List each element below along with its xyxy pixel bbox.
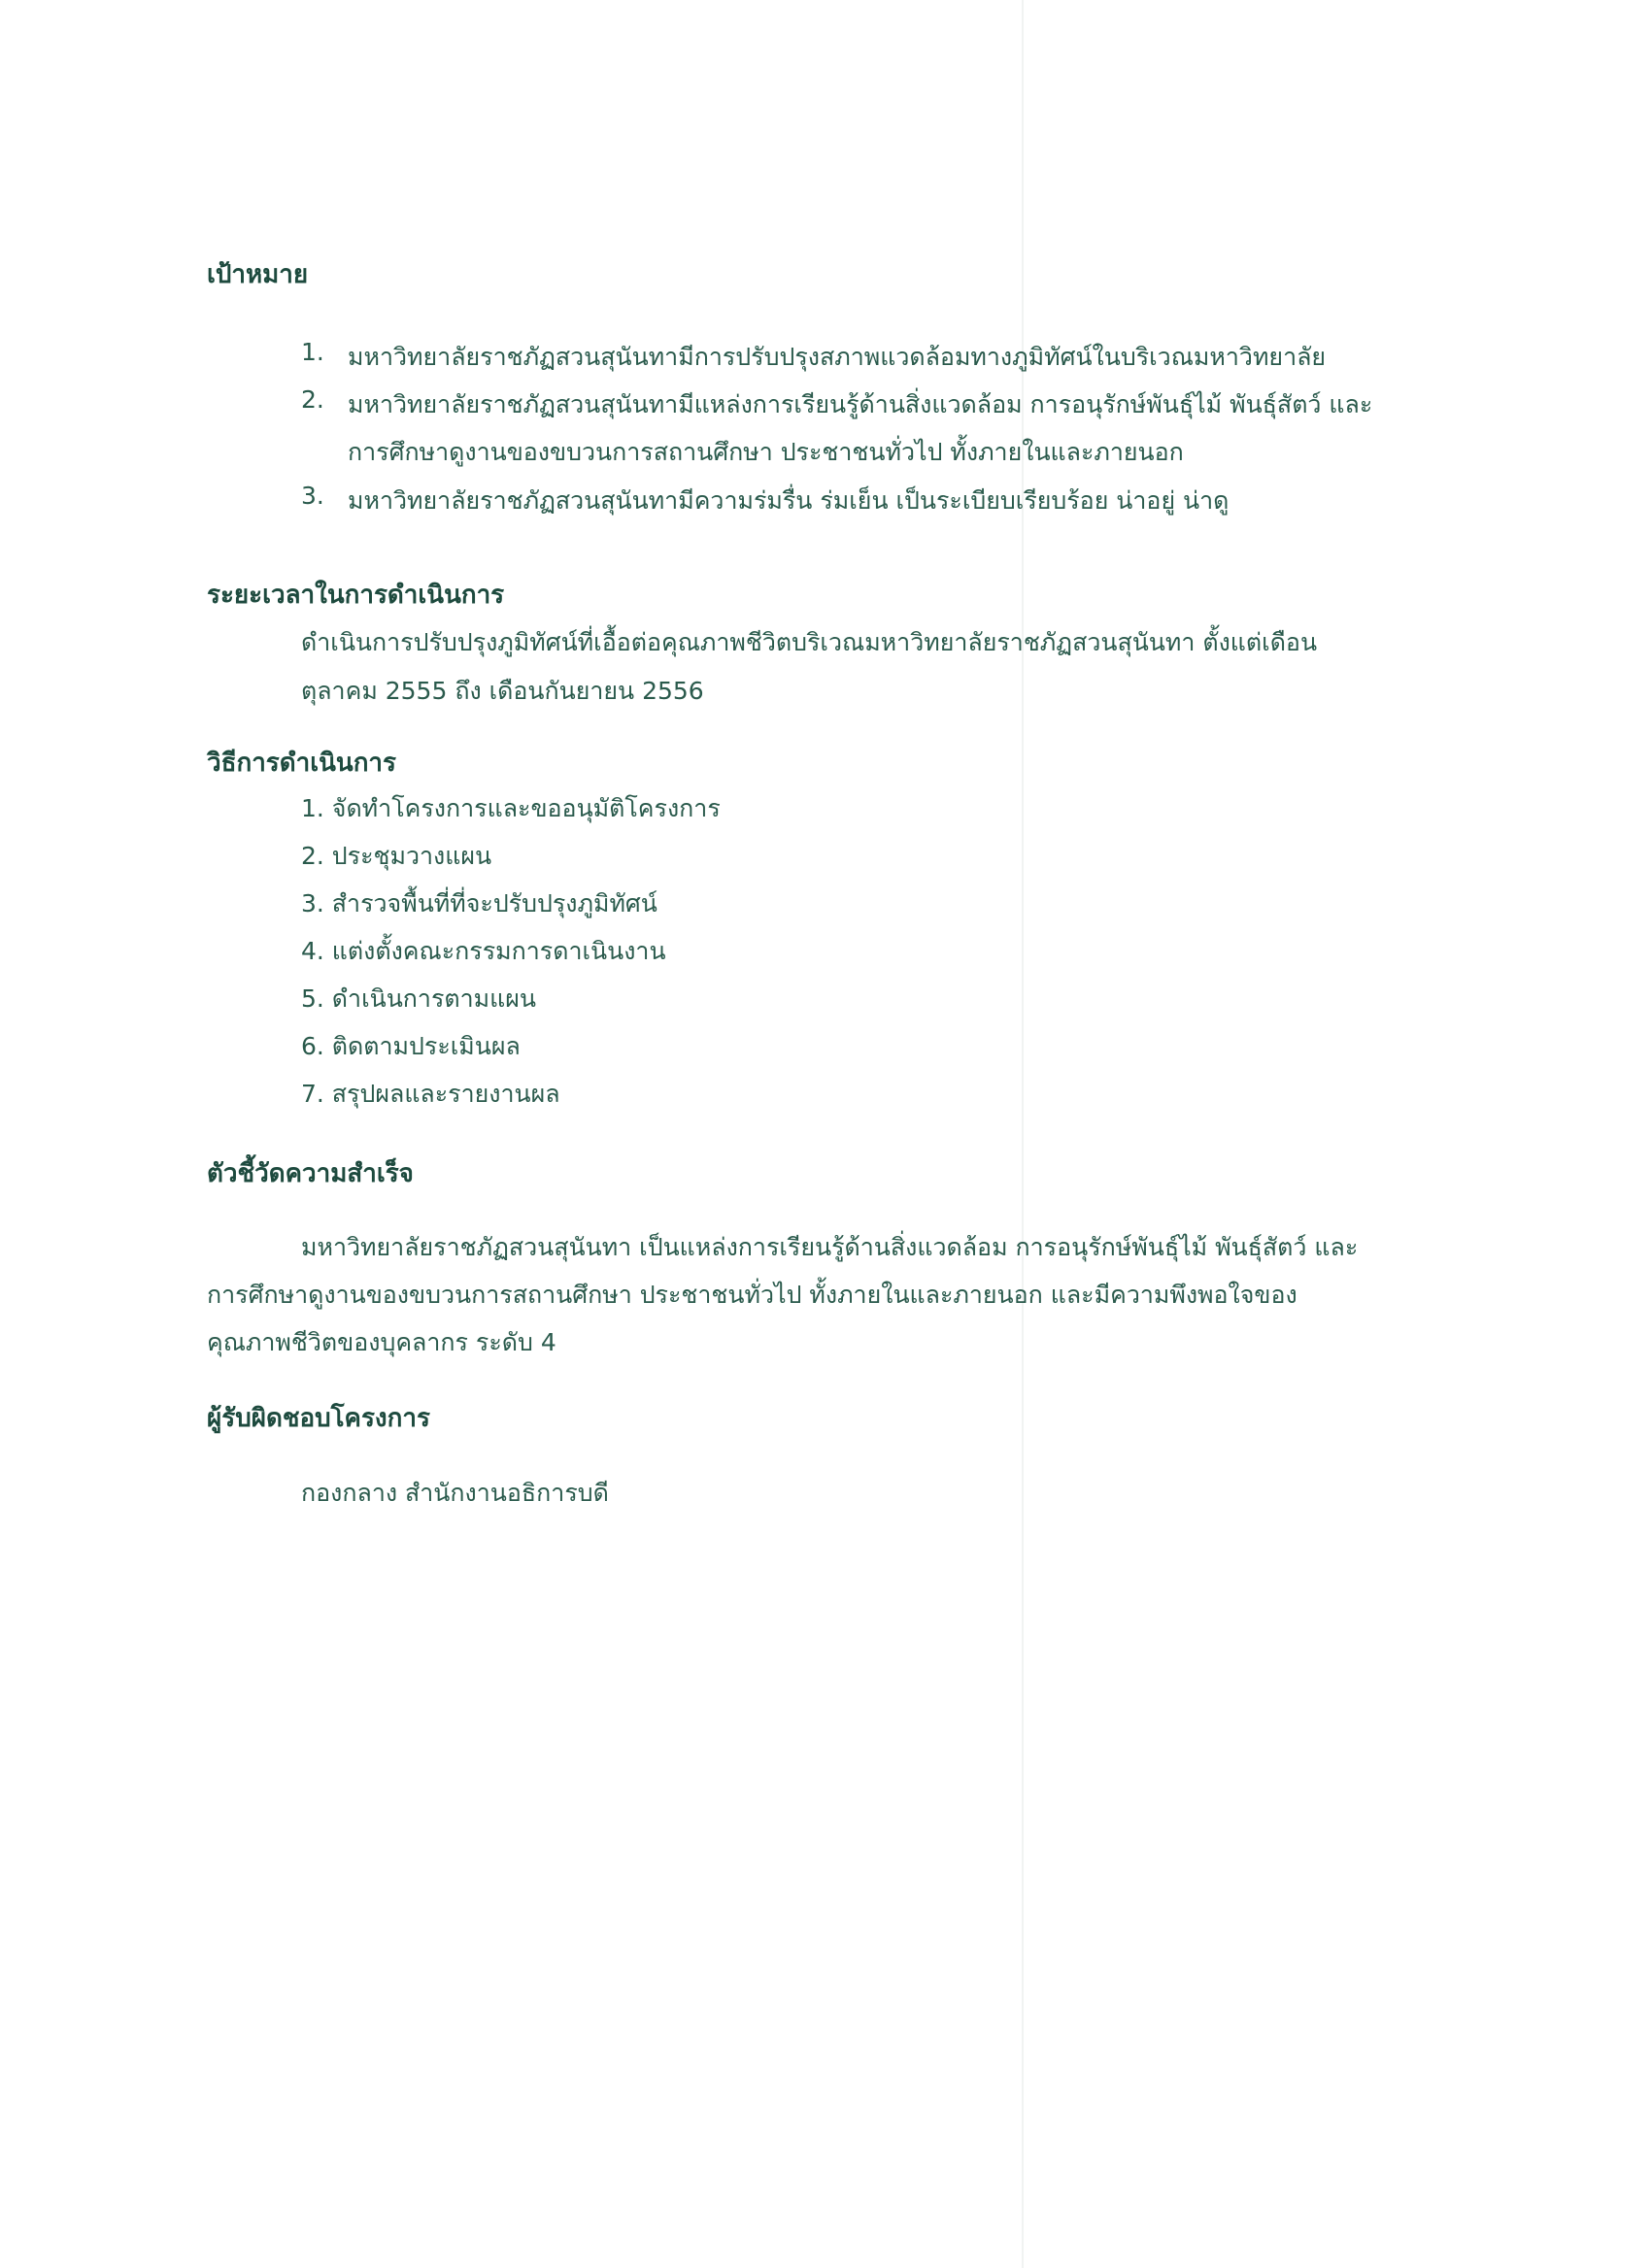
indicators-text-line-3: คุณภาพชีวิตของบุคลากร ระดับ 4	[207, 1328, 556, 1356]
duration-text-line-1: ดำเนินการปรับปรุงภูมิทัศน์ที่เอื้อต่อคุณภาพชีวิตบริเวณมหาวิทยาลัยราชภัฏสวนสุนันทา ตั้งแต่เดือน	[301, 628, 1318, 656]
method-item-6: 6. ติดตามประเมินผล	[301, 1032, 521, 1060]
duration-heading: ระยะเวลาในการดำเนินการ	[207, 581, 505, 610]
method-item-3: 3. สำรวจพื้นที่ที่จะปรับปรุงภูมิทัศน์	[301, 889, 657, 917]
indicators-text-line-2: การศึกษาดูงานของขบวนการสถานศึกษา ประชาชนทั่วไป ทั้งภายในและภายนอก และมีความพึงพอใจของ	[207, 1281, 1297, 1309]
goal-1-text: มหาวิทยาลัยราชภัฏสวนสุนันทามีการปรับปรุงสภาพแวดล้อมทางภูมิทัศน์ในบริเวณมหาวิทยาลัย	[348, 343, 1327, 371]
method-item-5: 5. ดำเนินการตามแผน	[301, 984, 537, 1013]
indicators-heading: ตัวชี้วัดความสำเร็จ	[207, 1159, 414, 1188]
method-item-7: 7. สรุปผลและรายงานผล	[301, 1080, 560, 1108]
duration-text-line-2: ตุลาคม 2555 ถึง เดือนกันยายน 2556	[301, 677, 704, 705]
goal-1-number: 1.	[301, 338, 324, 366]
goal-2-number: 2.	[301, 385, 324, 414]
methods-heading: วิธีการดำเนินการ	[207, 749, 396, 778]
method-item-2: 2. ประชุมวางแผน	[301, 842, 492, 870]
goal-3-text: มหาวิทยาลัยราชภัฏสวนสุนันทามีความร่มรื่น ร่มเย็น เป็นระเบียบเรียบร้อย น่าอยู่ น่าดู	[348, 486, 1230, 515]
goal-3-number: 3.	[301, 482, 324, 510]
responsible-text: กองกลาง สำนักงานอธิการบดี	[301, 1479, 609, 1507]
goal-2-text-line-1: มหาวิทยาลัยราชภัฏสวนสุนันทามีแหล่งการเรียนรู้ด้านสิ่งแวดล้อม การอนุรักษ์พันธุ์ไม้ พันธุ์สัตว์ และ	[348, 390, 1373, 418]
method-item-1: 1. จัดทำโครงการและขออนุมัติโครงการ	[301, 794, 721, 822]
goal-2-text-line-2: การศึกษาดูงานของขบวนการสถานศึกษา ประชาชนทั่วไป ทั้งภายในและภายนอก	[348, 438, 1184, 466]
method-item-4: 4. แต่งตั้งคณะกรรมการดาเนินงาน	[301, 937, 666, 965]
responsible-heading: ผู้รับผิดชอบโครงการ	[207, 1404, 430, 1433]
indicators-text-line-1: มหาวิทยาลัยราชภัฏสวนสุนันทา เป็นแหล่งการเรียนรู้ด้านสิ่งแวดล้อม การอนุรักษ์พันธุ์ไม้ พันธุ์สัตว์ และ	[301, 1233, 1359, 1261]
goals-heading: เป้าหมาย	[207, 260, 309, 289]
